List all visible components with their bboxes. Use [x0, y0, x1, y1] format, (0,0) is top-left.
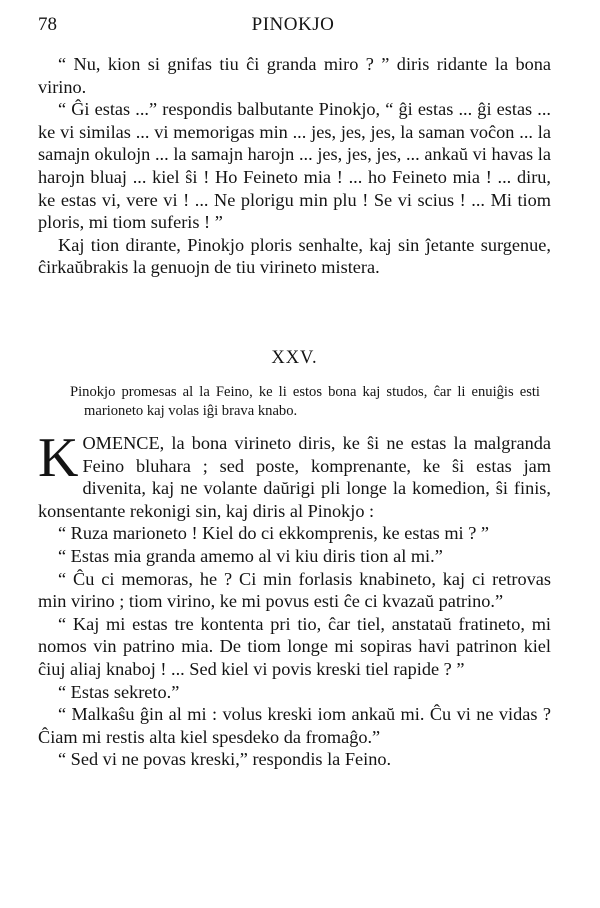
paragraph: “ Kaj mi estas tre kontenta pri tio, ĉar tiel, anstataŭ fratineto, mi nomos vin patrino mia. De tiom longe mi sopiras havi patrinon kiel ĉiuj aliaj knaboj ! ... Sed kiel vi povis kreski tiel rapide ? ” [38, 613, 551, 679]
paragraph: “ Malkaŝu ĝin al mi : volus kreski iom ankaŭ mi. Ĉu vi ne vidas ? Ĉiam mi restis alta kiel spesdeko da fromaĝo.” [38, 704, 551, 747]
paragraph: “ Ĝi estas ...” respondis balbutante Pinokjo, “ ĝi estas ... ĝi estas ... ke vi similas ... vi memorigas min ... jes, jes, jes, la saman voĉon ... la samajn okulojn ... la samajn harojn ... jes, jes, jes, ... ankaŭ vi havas la harojn bluaj ... kiel ŝi ! Ho Feineto mia ! ... ho Feineto mia ! ... diru, ke estas vi, vere vi ! ... Ne plorigu min plu ! Se vi scius ! ... Mi tiom ploris, mi tiom suferis ! ” [38, 99, 551, 233]
drop-cap: K [38, 427, 79, 489]
previous-chapter-text [38, 53, 551, 279]
opening-paragraph-text: OMENCE, la bona virineto diris, ke ŝi ne estas la malgranda Feino bluhara ; sed poste, komprenante, ke ŝi estas jam divenita, kaj ne volante daŭrigi pli longe la komedion, ŝi finis, konsentante rekonigi sin, kaj diris al Pinokjo : [38, 433, 551, 521]
page-number: 78 [38, 14, 57, 35]
paragraph: “ Ruza marioneto ! Kiel do ci ekkomprenis, ke estas mi ? ” [58, 523, 489, 544]
opening-paragraph [38, 427, 551, 522]
chapter-text [38, 427, 551, 771]
chapter-synopsis: Pinokjo promesas al la Feino, ke li estos bona kaj studos, ĉar li enuiĝis esti marioneto kaj volas iĝi brava knabo. [70, 384, 540, 419]
paragraph: “ Estas sekreto.” [58, 681, 180, 702]
paragraph: “ Nu, kion si gnifas tiu ĉi granda miro ? ” diris ridante la bona virino. [38, 54, 551, 97]
chapter-title: XXV. [271, 348, 318, 368]
page-header [38, 14, 548, 42]
paragraph: “ Estas mia granda amemo al vi kiu diris tion al mi.” [58, 545, 443, 566]
running-title: PINOKJO [251, 14, 335, 35]
paragraph: “ Ĉu ci memoras, he ? Ci min forlasis knabineto, kaj ci retrovas min virino ; tiom virino, ke mi povus esti ĉe ci kvazaŭ patrino.” [38, 568, 551, 612]
paragraph: “ Sed vi ne povas kreski,” respondis la Feino. [58, 749, 392, 770]
paragraph: Kaj tion dirante, Pinokjo ploris senhalte, kaj sin ĵetante surgenue, ĉirkaŭbrakis la genuojn de tiu virineto mistera. [38, 234, 551, 278]
